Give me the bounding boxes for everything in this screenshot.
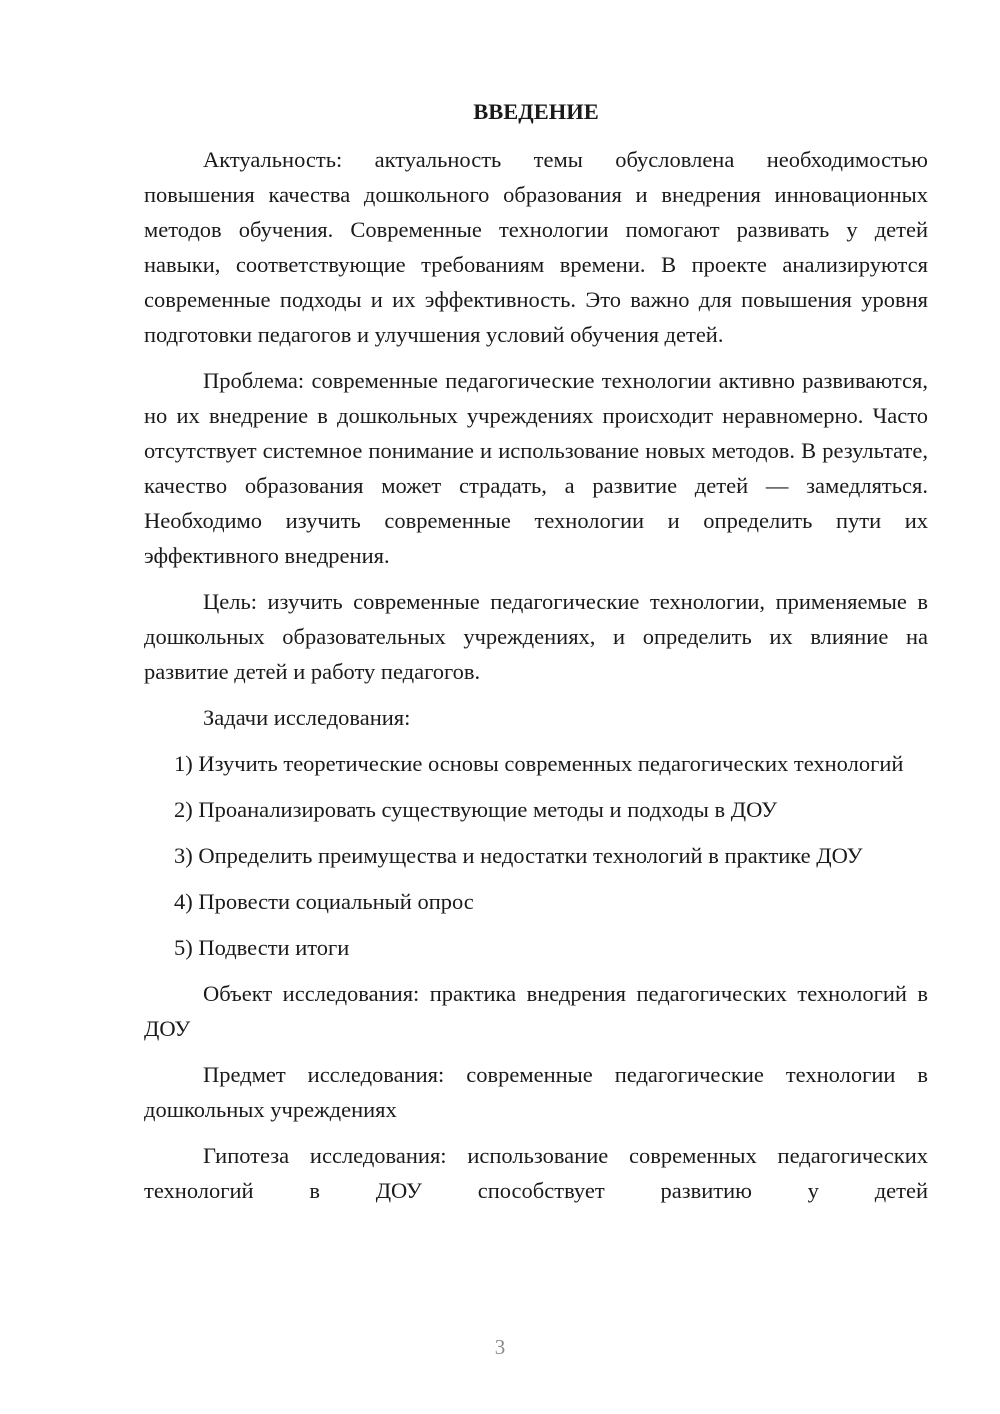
paragraph-hypothesis: Гипотеза исследования: использование современных педагогических технологий в ДОУ способствует развитию у детей (144, 1143, 928, 1203)
paragraph-goal: Цель: изучить современные педагогические технологии, применяемые в дошкольных образовательных учреждениях, и определить их влияние на развитие детей и работу педагогов. (144, 589, 928, 684)
task-item: 5) Подвести итоги (174, 935, 350, 960)
page-number: 3 (494, 1335, 506, 1359)
task-item: 1) Изучить теоретические основы современных педагогических технологий (174, 751, 904, 776)
paragraph-subject: Предмет исследования: современные педагогические технологии в дошкольных учреждениях (144, 1062, 928, 1122)
task-item: 3) Определить преимущества и недостатки технологий в практике ДОУ (174, 843, 863, 868)
paragraph-object: Объект исследования: практика внедрения педагогических технологий в ДОУ (144, 981, 928, 1041)
tasks-heading: Задачи исследования: (203, 705, 411, 730)
task-item: 2) Проанализировать существующие методы и подходы в ДОУ (174, 797, 778, 822)
paragraph-relevance: Актуальность: актуальность темы обусловлена необходимостью повышения качества дошкольного образования и внедрения инновационных методов обучения. Современные технологии помогают развивать у детей навыки, соответствующие требованиям времени. В проекте анализируются современные подходы и их эффективность. Это важно для повышения уровня подготовки педагогов и улучшения условий обучения детей. (144, 147, 928, 347)
page-content (144, 94, 928, 1208)
page-title: ВВЕДЕНИЕ (473, 99, 599, 124)
paragraph-problem: Проблема: современные педагогические технологии активно развиваются, но их внедрение в дошкольных учреждениях происходит неравномерно. Часто отсутствует системное понимание и использование новых методов. В результате, качество образования может страдать, а развитие детей — замедляться. Необходимо изучить современные технологии и определить пути их эффективного внедрения. (144, 368, 928, 568)
task-item: 4) Провести социальный опрос (174, 889, 474, 914)
